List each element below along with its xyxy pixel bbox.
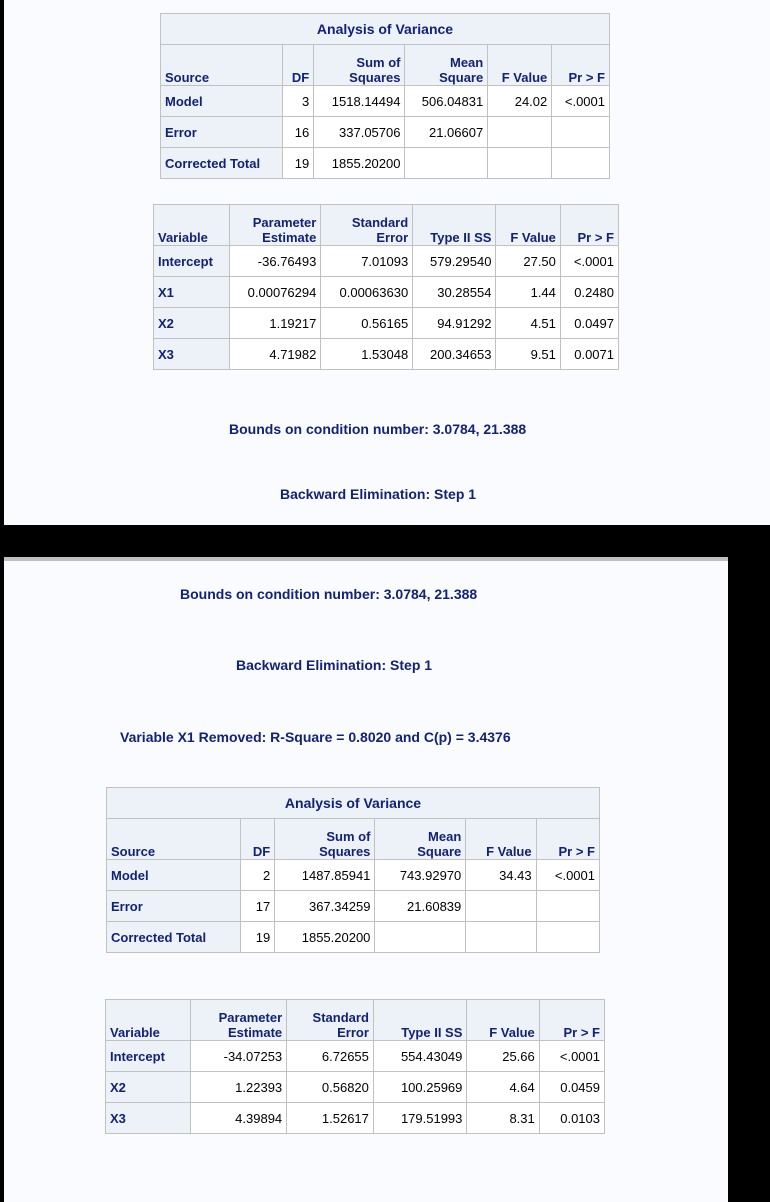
cell-p: <.0001: [552, 86, 610, 117]
step-heading: Backward Elimination: Step 1: [280, 486, 477, 502]
cell-p: [552, 117, 610, 148]
anova-table-top: [160, 13, 610, 179]
col-variable: Variable: [154, 205, 230, 246]
col-source: Source: [107, 819, 241, 860]
row-source: Error: [107, 891, 241, 922]
col-df: DF: [283, 45, 314, 86]
cell-f: [488, 148, 552, 179]
cell-estimate: 4.71982: [229, 339, 321, 370]
row-source: Corrected Total: [161, 148, 283, 179]
cell-p: 0.0071: [560, 339, 618, 370]
anova-table-bottom: [106, 787, 600, 953]
cell-std-error: 0.00063630: [321, 277, 413, 308]
cell-df: 3: [283, 86, 314, 117]
cell-type2-ss: 579.29540: [413, 246, 496, 277]
table-row: [107, 922, 600, 953]
cell-ss: 367.34259: [275, 891, 375, 922]
cell-estimate: 1.19217: [229, 308, 321, 339]
cell-std-error: 1.52617: [287, 1103, 374, 1134]
condition-number-note: Bounds on condition number: 3.0784, 21.388: [180, 586, 478, 602]
row-variable: Intercept: [154, 246, 230, 277]
table-row: [154, 308, 619, 339]
cell-p: <.0001: [536, 860, 599, 891]
table-row: [106, 1072, 605, 1103]
cell-p: 0.2480: [560, 277, 618, 308]
cell-f: 27.50: [496, 246, 560, 277]
cell-type2-ss: 30.28554: [413, 277, 496, 308]
cell-f: 4.51: [496, 308, 560, 339]
cell-p: [552, 148, 610, 179]
table-row: [154, 277, 619, 308]
table-row: [106, 1041, 605, 1072]
table-row: [161, 86, 610, 117]
row-source: Corrected Total: [107, 922, 241, 953]
table-row: [161, 117, 610, 148]
parameter-table-top: [153, 204, 619, 370]
table-row: [154, 339, 619, 370]
cell-df: 19: [241, 922, 275, 953]
cell-p: <.0001: [539, 1041, 604, 1072]
cell-ms: 506.04831: [405, 86, 488, 117]
cell-std-error: 1.53048: [321, 339, 413, 370]
col-ms: Mean Square: [375, 819, 466, 860]
cell-type2-ss: 554.43049: [373, 1041, 467, 1072]
table-row: [106, 1103, 605, 1134]
cell-std-error: 6.72655: [287, 1041, 374, 1072]
col-ss: Sum of Squares: [314, 45, 405, 86]
col-p: Pr > F: [539, 1000, 604, 1041]
cell-f: [488, 117, 552, 148]
row-variable: X2: [106, 1072, 191, 1103]
row-variable: X3: [154, 339, 230, 370]
cell-ms: [375, 922, 466, 953]
table-row: [154, 246, 619, 277]
col-type2-ss: Type II SS: [413, 205, 496, 246]
cell-type2-ss: 200.34653: [413, 339, 496, 370]
cell-df: 2: [241, 860, 275, 891]
col-variable: Variable: [106, 1000, 191, 1041]
cell-p: 0.0459: [539, 1072, 604, 1103]
output-panel-bottom: [4, 557, 728, 1202]
cell-f: 1.44: [496, 277, 560, 308]
cell-estimate: 1.22393: [190, 1072, 286, 1103]
col-f: F Value: [488, 45, 552, 86]
row-variable: X1: [154, 277, 230, 308]
col-p: Pr > F: [560, 205, 618, 246]
col-std-error: Standard Error: [287, 1000, 374, 1041]
condition-number-note: Bounds on condition number: 3.0784, 21.388: [229, 421, 527, 437]
col-df: DF: [241, 819, 275, 860]
cell-f: [466, 922, 536, 953]
cell-std-error: 0.56165: [321, 308, 413, 339]
col-estimate: Parameter Estimate: [229, 205, 321, 246]
output-panel-top: [4, 0, 770, 525]
col-estimate: Parameter Estimate: [190, 1000, 286, 1041]
cell-ss: 1855.20200: [275, 922, 375, 953]
col-f: F Value: [467, 1000, 539, 1041]
row-variable: Intercept: [106, 1041, 191, 1072]
parameter-table-bottom: [105, 999, 605, 1134]
cell-ms: 743.92970: [375, 860, 466, 891]
col-ss: Sum of Squares: [275, 819, 375, 860]
row-source: Model: [161, 86, 283, 117]
cell-estimate: 4.39894: [190, 1103, 286, 1134]
cell-type2-ss: 94.91292: [413, 308, 496, 339]
cell-p: [536, 891, 599, 922]
cell-ss: 1855.20200: [314, 148, 405, 179]
col-std-error: Standard Error: [321, 205, 413, 246]
col-ms: Mean Square: [405, 45, 488, 86]
cell-ms: 21.06607: [405, 117, 488, 148]
col-source: Source: [161, 45, 283, 86]
table-row: [161, 148, 610, 179]
row-source: Error: [161, 117, 283, 148]
cell-f: 4.64: [467, 1072, 539, 1103]
step-heading: Backward Elimination: Step 1: [236, 657, 433, 673]
cell-f: 24.02: [488, 86, 552, 117]
cell-std-error: 7.01093: [321, 246, 413, 277]
cell-df: 16: [283, 117, 314, 148]
table-title: Analysis of Variance: [161, 14, 610, 45]
cell-estimate: -36.76493: [229, 246, 321, 277]
col-p: Pr > F: [552, 45, 610, 86]
table-row: [107, 891, 600, 922]
cell-ms: [405, 148, 488, 179]
cell-f: 25.66: [467, 1041, 539, 1072]
cell-f: 34.43: [466, 860, 536, 891]
row-source: Model: [107, 860, 241, 891]
cell-std-error: 0.56820: [287, 1072, 374, 1103]
cell-df: 17: [241, 891, 275, 922]
cell-ss: 1518.14494: [314, 86, 405, 117]
cell-f: 9.51: [496, 339, 560, 370]
cell-f: 8.31: [467, 1103, 539, 1134]
cell-ss: 1487.85941: [275, 860, 375, 891]
cell-p: <.0001: [560, 246, 618, 277]
cell-type2-ss: 179.51993: [373, 1103, 467, 1134]
cell-p: [536, 922, 599, 953]
row-variable: X2: [154, 308, 230, 339]
cell-f: [466, 891, 536, 922]
table-row: [107, 860, 600, 891]
cell-p: 0.0497: [560, 308, 618, 339]
cell-type2-ss: 100.25969: [373, 1072, 467, 1103]
cell-ms: 21.60839: [375, 891, 466, 922]
variable-removed-note: Variable X1 Removed: R-Square = 0.8020 and C(p) = 3.4376: [120, 729, 511, 745]
cell-ss: 337.05706: [314, 117, 405, 148]
cell-p: 0.0103: [539, 1103, 604, 1134]
col-type2-ss: Type II SS: [373, 1000, 467, 1041]
cell-df: 19: [283, 148, 314, 179]
cell-estimate: 0.00076294: [229, 277, 321, 308]
col-p: Pr > F: [536, 819, 599, 860]
row-variable: X3: [106, 1103, 191, 1134]
cell-estimate: -34.07253: [190, 1041, 286, 1072]
col-f: F Value: [496, 205, 560, 246]
table-title: Analysis of Variance: [107, 788, 600, 819]
col-f: F Value: [466, 819, 536, 860]
